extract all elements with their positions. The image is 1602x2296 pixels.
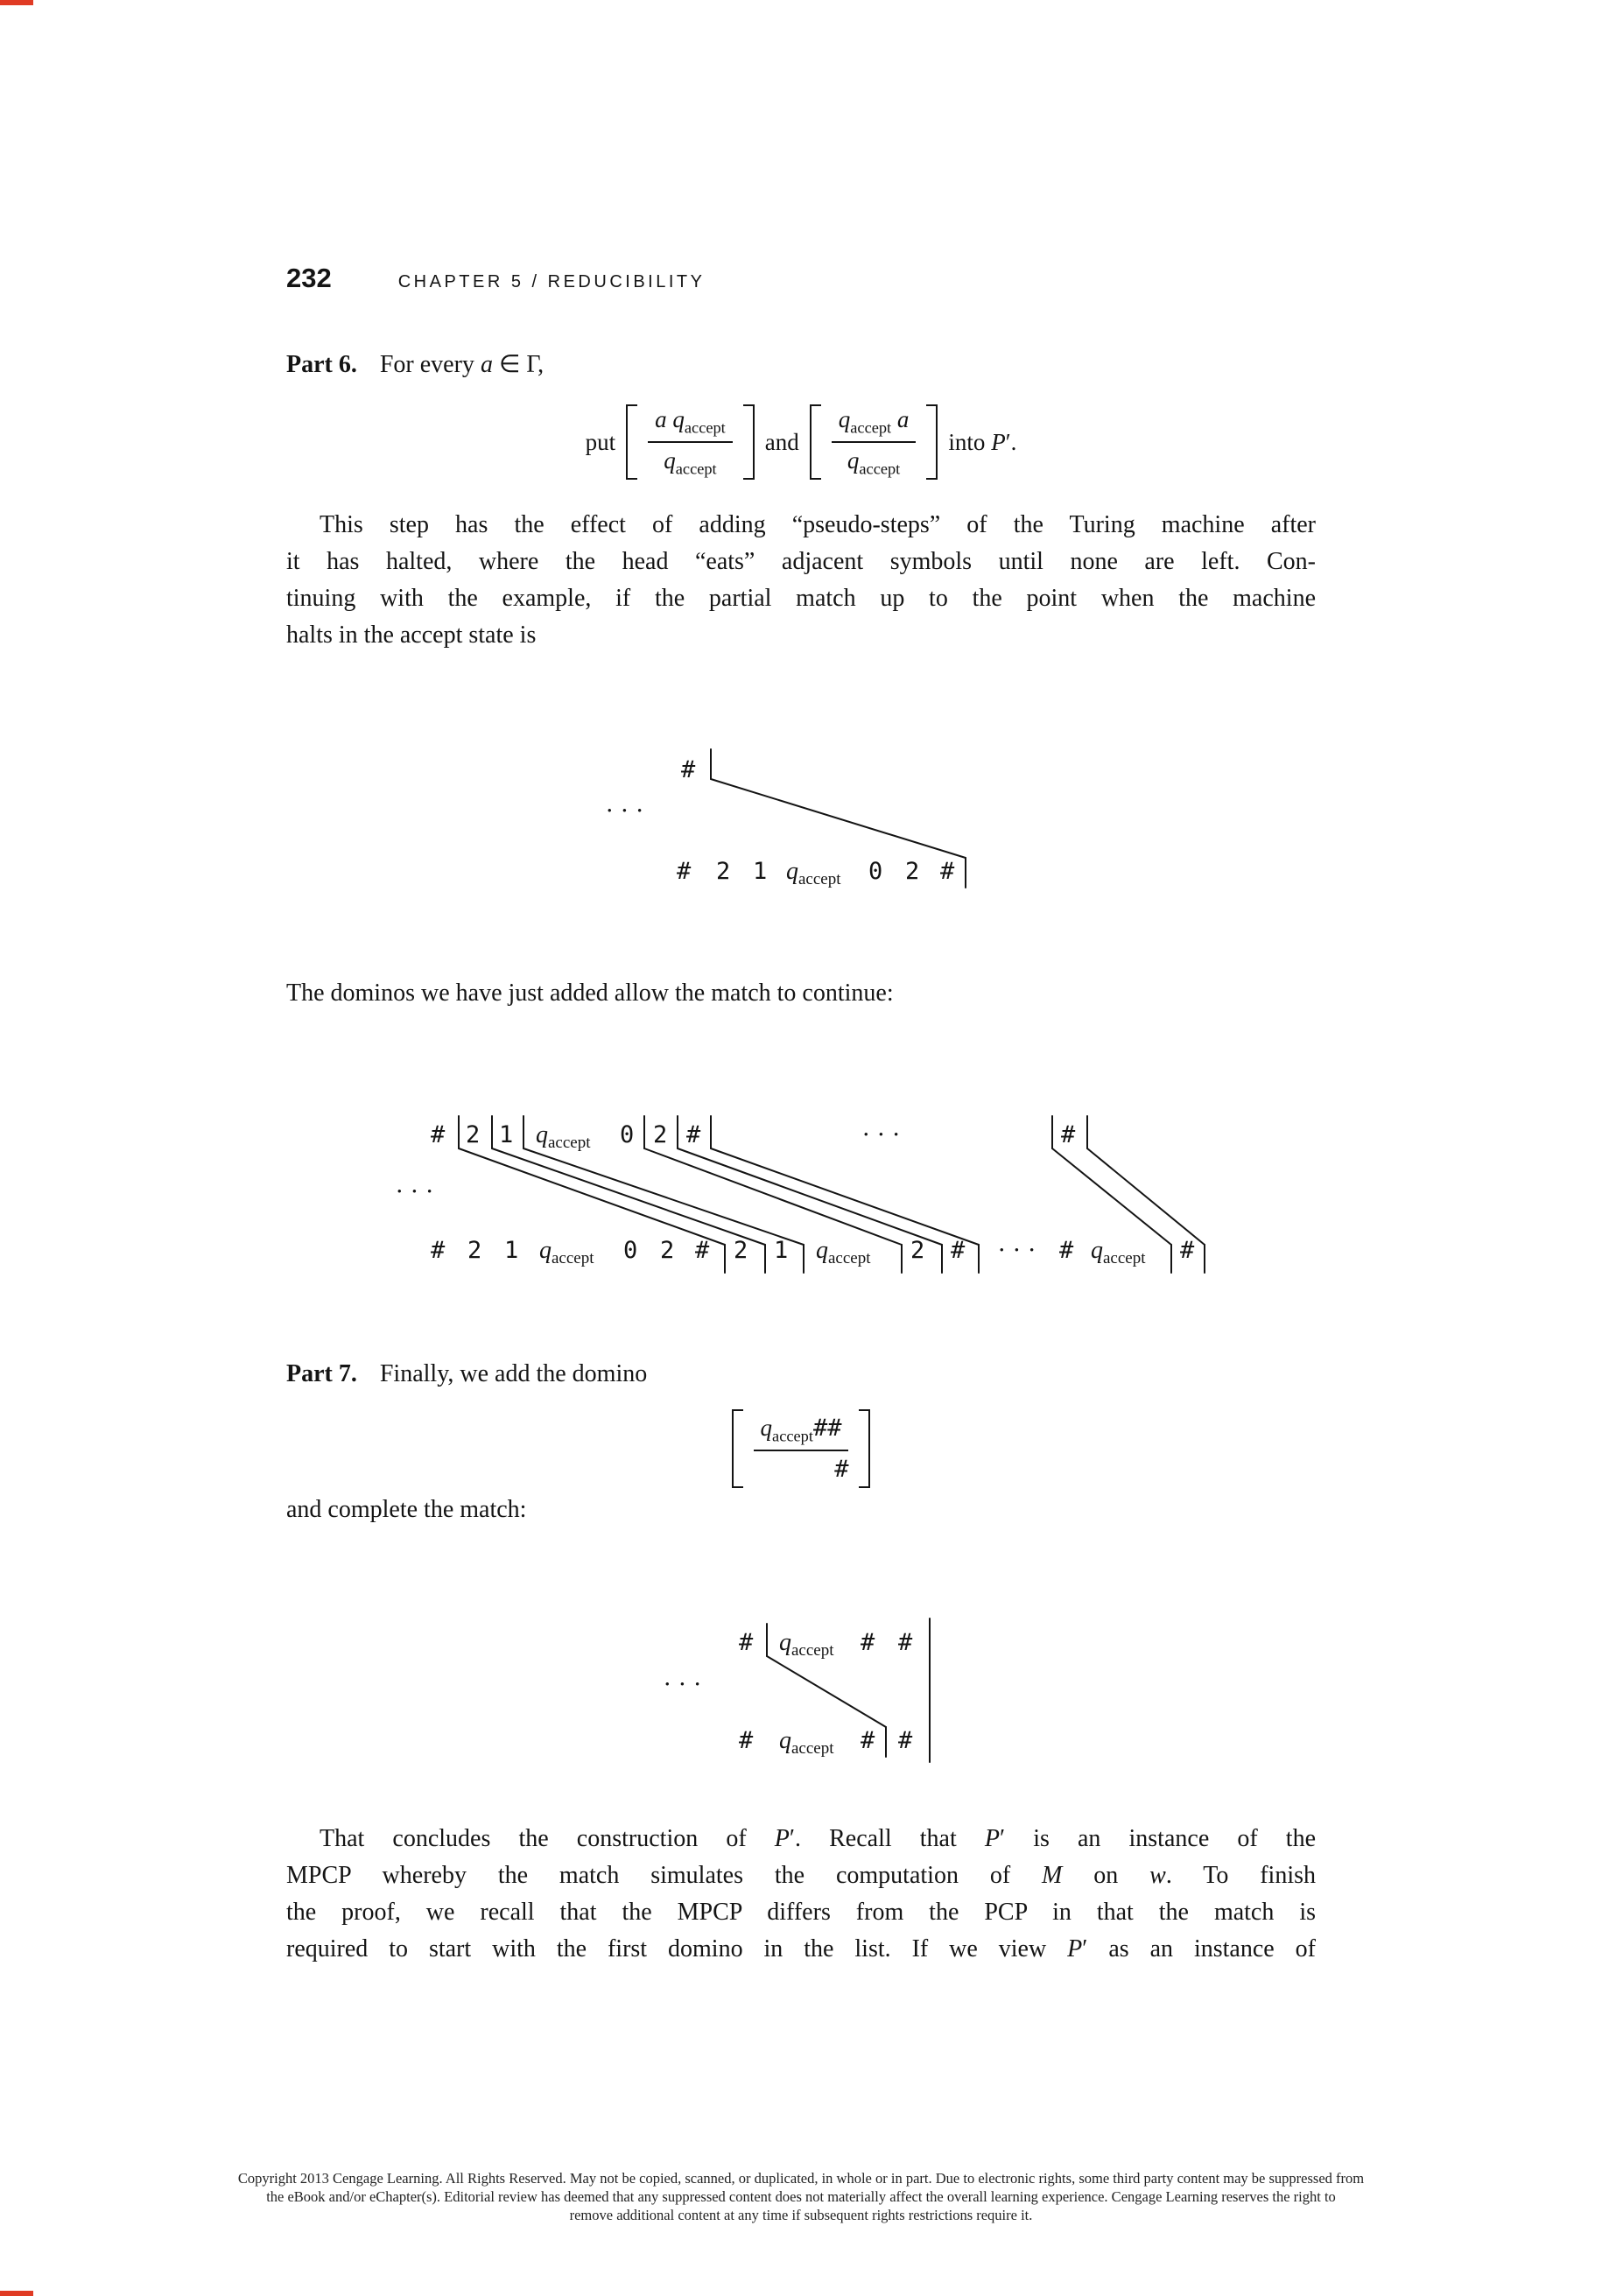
digit-symbol: 2: [734, 1237, 748, 1264]
hash-symbol: #: [1061, 1121, 1076, 1148]
text-line: the proof, we recall that the MPCP differs from the PCP in that the match is: [286, 1899, 1316, 1926]
copyright-line: remove additional content at any time if subsequent rights restrictions require it.: [569, 2207, 1033, 2223]
ellipsis: · · ·: [606, 797, 643, 825]
digit-symbol: 1: [504, 1237, 519, 1264]
domino-boundary-line: [678, 1148, 942, 1245]
right-bracket: [743, 404, 755, 480]
right-bracket: [859, 1409, 870, 1488]
complete-text: and complete the match:: [286, 1496, 527, 1523]
ellipsis: · · ·: [664, 1671, 701, 1698]
q-accept-state: qaccept: [786, 858, 841, 888]
domino-boundary-line: [492, 1148, 765, 1245]
fraction-domino-final: [754, 1415, 849, 1483]
ellipsis: · · ·: [998, 1237, 1036, 1264]
scan-mark-bottom: [0, 2291, 33, 2296]
domino-boundary-line: [711, 779, 966, 858]
digit-symbol: 1: [774, 1237, 789, 1264]
hash-symbol: #: [739, 1629, 754, 1656]
digit-symbol: 2: [910, 1237, 925, 1264]
hash-symbol: #: [686, 1121, 701, 1148]
hash-symbol: #: [695, 1237, 710, 1264]
digit-symbol: 0: [623, 1237, 638, 1264]
hash-symbol: #: [1059, 1237, 1074, 1264]
domino-boundary-line: [711, 1148, 979, 1245]
text-line: it has halted, where the head “eats” adjacent symbols until none are left. Con-: [286, 548, 1316, 575]
hash-symbol: #: [1180, 1237, 1195, 1264]
digit-symbol: 2: [467, 1237, 482, 1264]
diagram-partial-match: [560, 735, 1015, 910]
scan-mark-top: [0, 0, 33, 5]
hash-symbol: #: [681, 756, 696, 783]
part6-heading: [286, 347, 1316, 383]
q-accept-state: qaccept: [1091, 1237, 1146, 1267]
text-line: This step has the effect of adding “pseudo-steps” of the Turing machine after: [320, 511, 1316, 538]
text-line: MPCP whereby the match simulates the computation of M on w. To finish: [286, 1862, 1316, 1889]
hash-symbol: #: [431, 1237, 446, 1264]
hash-symbol: #: [677, 858, 692, 885]
digit-symbol: 0: [868, 858, 883, 885]
and-label: and: [764, 428, 799, 455]
q-accept-state: qaccept: [539, 1237, 594, 1267]
part6-intro: For every a ∈ Γ,: [379, 351, 545, 378]
fraction-numerator: $q_{accept}$ a: [832, 406, 917, 443]
ellipsis: · · ·: [862, 1121, 900, 1148]
text-line: That concludes the construction of P′. Recall that P′ is an instance of the: [320, 1825, 1316, 1852]
fraction-domino-2: [832, 406, 917, 479]
part7-intro: Finally, we add the domino: [379, 1360, 648, 1387]
hash-symbol: #: [861, 1629, 875, 1656]
digit-symbol: 2: [466, 1121, 481, 1148]
fraction-denominator: $q_{accept}$: [664, 447, 717, 478]
fraction-denominator: $q_{accept}$: [847, 447, 901, 478]
part7-label: Part 7.: [286, 1360, 357, 1387]
chapter-title: CHAPTER 5 / REDUCIBILITY: [397, 272, 706, 291]
digit-symbol: 1: [499, 1121, 514, 1148]
text-line: tinuing with the example, if the partial match up to the point when the machine: [286, 585, 1316, 612]
part6-label: Part 6.: [286, 351, 357, 378]
digit-symbol: 2: [716, 858, 731, 885]
q-accept-state: qaccept: [779, 1727, 834, 1758]
left-bracket: [810, 404, 821, 480]
hash-symbol: #: [951, 1237, 966, 1264]
copyright-line: the eBook and/or eChapter(s). Editorial review has deemed that any suppressed content does not materially affect the overall learning experience. Cengage Learning reserves the right to: [266, 2188, 1336, 2205]
put-label: put: [585, 428, 616, 455]
hash-symbol: #: [739, 1727, 754, 1754]
right-bracket: [926, 404, 938, 480]
part7-domino-display: [286, 1409, 1316, 1488]
hash-symbol: #: [940, 858, 955, 885]
digit-symbol: 2: [660, 1237, 675, 1264]
hash-symbol: #: [898, 1629, 913, 1656]
continue-text: The dominos we have just added allow the match to continue:: [286, 979, 894, 1007]
hash-symbol: #: [431, 1121, 446, 1148]
copyright-notice: [179, 2169, 1423, 2224]
left-bracket: [626, 404, 637, 480]
left-bracket: [732, 1409, 743, 1488]
domino-boundary-line: [767, 1656, 886, 1727]
fraction-domino-1: [648, 406, 733, 479]
paragraph-2: [286, 1821, 1316, 1968]
fraction-numerator: $q_{accept}\#\#$: [754, 1415, 849, 1451]
diagram-continued-match: [385, 1105, 1243, 1288]
page-header: [286, 263, 705, 294]
domino-boundary-line: [1052, 1148, 1171, 1245]
hash-symbol: #: [861, 1727, 875, 1754]
copyright-line: Copyright 2013 Cengage Learning. All Rights Reserved. May not be copied, scanned, or duplicated, in whole or in part. Due to electronic rights, some third party content may be suppressed from: [237, 2170, 1365, 2187]
q-accept-state: qaccept: [536, 1121, 591, 1152]
q-accept-state: qaccept: [779, 1629, 834, 1660]
part7-heading: [286, 1356, 1316, 1393]
domino-boundary-line: [1087, 1148, 1205, 1245]
paragraph-1: [286, 507, 1316, 654]
q-accept-state: qaccept: [816, 1237, 871, 1267]
text-line: halts in the accept state is: [286, 621, 537, 649]
ellipsis: · · ·: [396, 1178, 433, 1205]
diagram-completed-match: [648, 1615, 998, 1781]
fraction-denominator: #: [834, 1456, 849, 1484]
page-number: 232: [286, 263, 332, 293]
digit-symbol: 2: [653, 1121, 668, 1148]
digit-symbol: 1: [753, 858, 768, 885]
hash-symbol: #: [898, 1727, 913, 1754]
digit-symbol: 0: [620, 1121, 635, 1148]
into-label: into P′.: [948, 428, 1017, 455]
text-line: required to start with the first domino in the list. If we view P′ as an instance of: [286, 1935, 1316, 1962]
fraction-numerator: a $q_{accept}$: [648, 406, 733, 443]
digit-symbol: 2: [905, 858, 920, 885]
part6-display: [286, 404, 1316, 480]
domino-boundary-line: [523, 1148, 804, 1245]
